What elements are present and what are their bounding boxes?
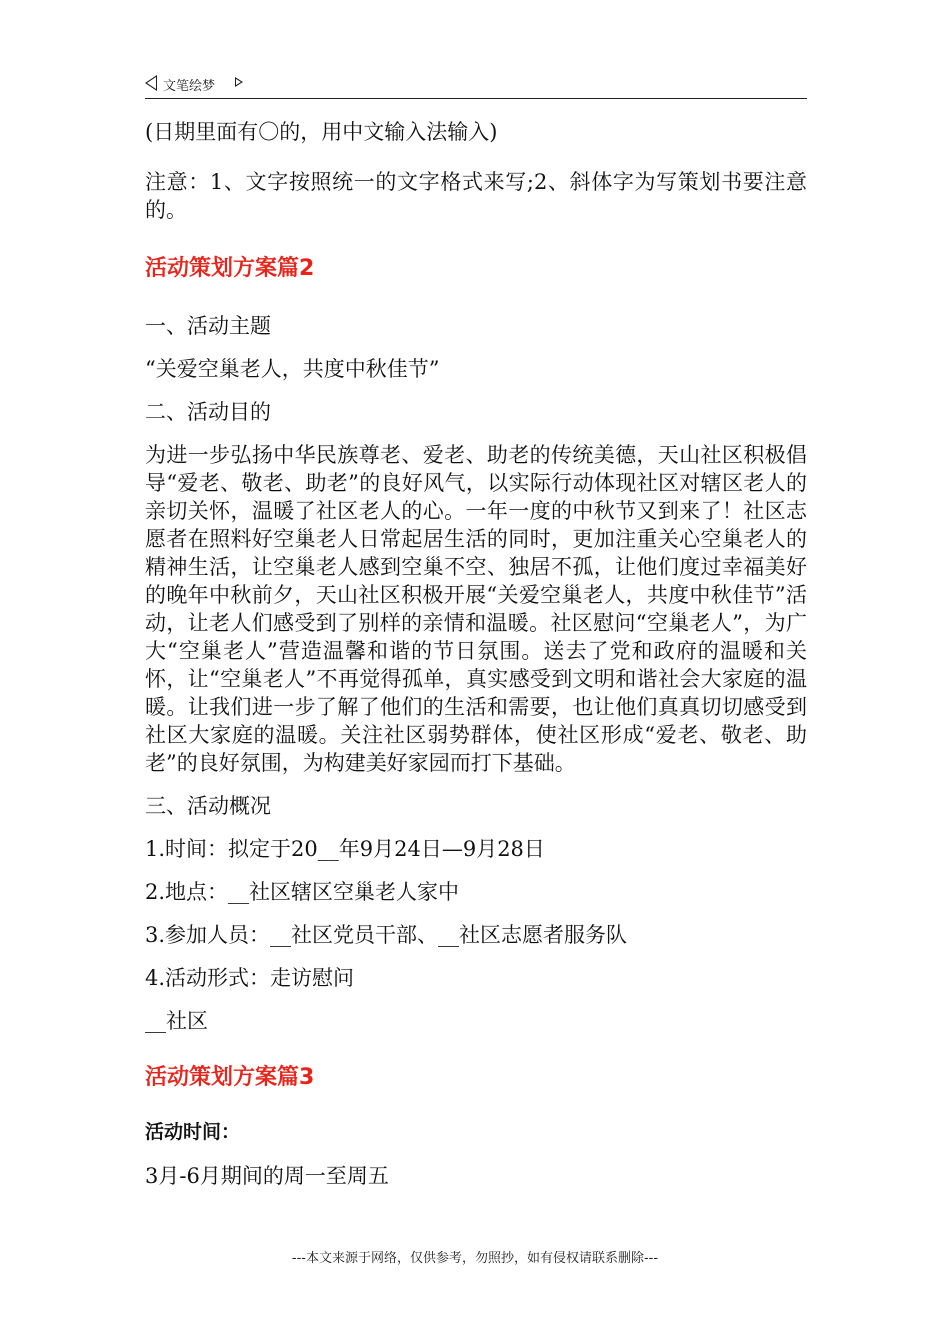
overview-location: 2.地点：__社区辖区空巢老人家中 (145, 880, 460, 904)
purpose-text: 为进一步弘扬中华民族尊老、爱老、助老的传统美德，天山社区积极倡导“爱老、敬老、助老”的良好风气，以实际行动体现社区对辖区老人的亲切关怀，温暖了社区老人的心。一年一度的中秋节又到来了！社区志愿者在照料好空巢老人日常起居生活的同时，更加注重关心空巢老人的精神生活，让空巢老人感到空巢不空、独居不孤，让他们度过幸福美好的晚年中秋前夕，天山社区积极开展“关爱空巢老人，共度中秋佳节”活动，让老人们感受到了别样的亲情和温暖。社区慰问“空巢老人”，为广大“空巢老人”营造温馨和谐的节日氛围。送去了党和政府的温暖和关怀，让“空巢老人”不再觉得孤单，真实感受到文明和谐社会大家庭的温暖。让我们进一步了解了他们的生活和需要，也让他们真真切切感受到社区大家庭的温暖。关注社区弱势群体，使社区形成“爱老、敬老、助老”的良好氛围，为构建美好家园而打下基础。 (145, 443, 807, 775)
organizer: __社区 (145, 1009, 208, 1033)
section-3-title: 活动策划方案篇3 (145, 1065, 315, 1090)
header-brand: 文笔绘梦 (163, 79, 216, 94)
overview-participants: 3.参加人员：__社区党员干部、__社区志愿者服务队 (145, 923, 628, 947)
activity-time-label: 活动时间： (145, 1121, 241, 1143)
triangle-left-icon (145, 75, 157, 91)
overview-time: 1.时间：拟定于20__年9月24日—9月28日 (145, 837, 545, 861)
triangle-right-icon (235, 77, 243, 87)
page-header (145, 72, 807, 99)
activity-time-value: 3月-6月期间的周一至周五 (145, 1164, 389, 1188)
format-note: 注意：1、文字按照统一的文字格式来写;2、斜体字为写策划书要注意的。 (145, 170, 807, 222)
theme-text: “关爱空巢老人，共度中秋佳节” (145, 357, 440, 381)
document-body (145, 118, 807, 1190)
date-note: (日期里面有〇的，用中文输入法输入) (145, 120, 498, 144)
page-footer: ---本文来源于网络，仅供参考，勿照抄，如有侵权请联系删除--- (291, 1251, 659, 1266)
heading-purpose: 二、活动目的 (145, 400, 271, 424)
overview-form: 4.活动形式：走访慰问 (145, 966, 355, 990)
heading-theme: 一、活动主题 (145, 314, 271, 338)
heading-overview: 三、活动概况 (145, 794, 271, 818)
section-2-title: 活动策划方案篇2 (145, 256, 315, 281)
